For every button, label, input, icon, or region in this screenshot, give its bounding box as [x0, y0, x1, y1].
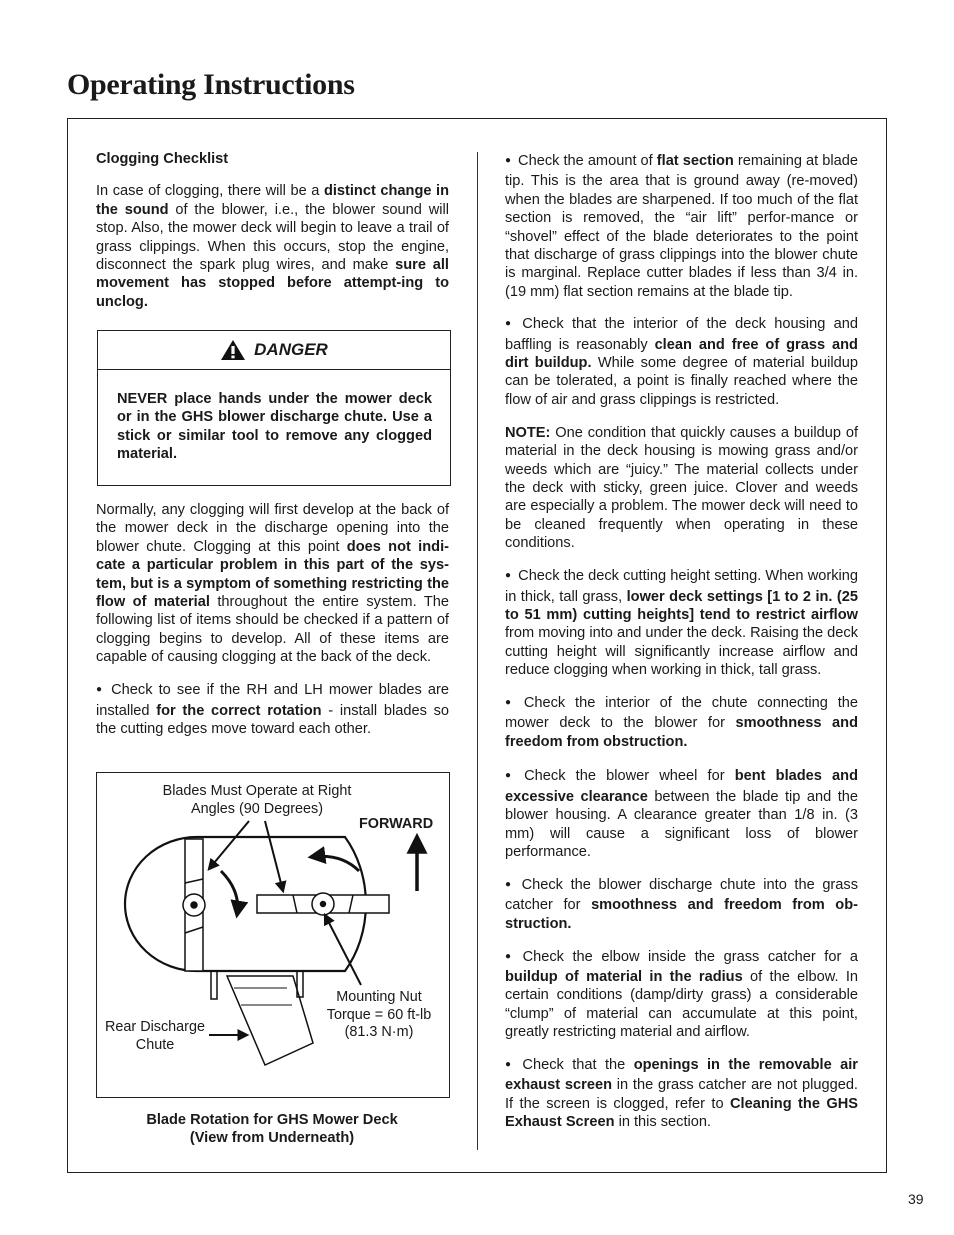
clogging-paragraph	[96, 501, 449, 667]
text-run: Check the blower discharge chute into the grass catcher for	[505, 876, 858, 914]
nut-line-3: (81.3 N·m)	[344, 1024, 414, 1040]
text-run: Check the elbow inside the grass catcher for a	[522, 948, 858, 965]
text-run: Check the blower wheel for	[524, 768, 735, 785]
text-run: Check the interior of the chute connecting the mower deck to the blower for	[505, 695, 858, 732]
section-heading: Clogging Checklist	[96, 151, 229, 167]
text-run: in this section.	[614, 1114, 712, 1131]
bullet-blower-wheel	[505, 767, 858, 861]
text-run: Check that the	[522, 1057, 634, 1074]
text-run: remaining at blade tip. This is the area that is ground away (re-moved) when the blades are sharpened. If too much of the flat section is removed, the “air lift” perfor-mance or “shovel” effect of the blade deteriorates to the point that discharge of grass clippings into the blower chute is marginal. Replace cutter blades if less than 3/4 in. (19 mm) flat section remains at the blade tip.	[505, 153, 858, 300]
text-run: openings in the removable air exhaust screen	[505, 1057, 858, 1094]
nut-line-2: Torque = 60 ft-lb	[326, 1006, 432, 1023]
left-column	[96, 150, 449, 326]
text-run: bent blades and excessive clearance	[505, 768, 859, 805]
text-run: Normally, any clogging will first develop at the back of the mower deck in the discharge opening into the blower chute. Clogging at this point	[96, 502, 449, 555]
discharge-chute	[227, 976, 313, 1065]
left-blade	[183, 839, 205, 971]
blade-rotation-figure	[96, 772, 450, 1098]
page-number: 39	[908, 1191, 924, 1207]
text-run: throughout the entire system. The following list of items should be checked if a pattern of clogging begins to develop. All of these items are capable of causing clogging at the back of the deck.	[96, 594, 449, 666]
text-run: smoothness and freedom from obstruction.	[505, 715, 858, 750]
nut-line-1: Mounting Nut	[336, 989, 422, 1005]
left-column-lower	[96, 501, 449, 753]
text-run: does not indi-cate a particular problem in this part of the sys-tem, but is a symptom of something restricting the flow of material	[96, 538, 449, 611]
warning-icon	[220, 339, 246, 361]
text-run: for the correct rotation	[156, 702, 322, 719]
right-blade	[257, 893, 389, 915]
figure-caption	[96, 1111, 448, 1147]
bullet-flat-section	[505, 152, 858, 301]
rotation-arrow-right	[311, 856, 359, 871]
danger-text: NEVER place hands under the mower deck or in the GHS blower discharge chute. Use a stick or similar tool to remove any clogged material.	[117, 391, 432, 463]
bullet-discharge-chute	[505, 876, 858, 933]
right-column	[505, 152, 858, 1146]
text-run: - install blades so the cutting edges move toward each other.	[96, 702, 449, 737]
caption-line-2: (View from Underneath)	[189, 1130, 355, 1146]
bullet-elbow	[505, 948, 858, 1042]
text-run: While some degree of material buildup can be tolerated, a point is finally reached where the flow of air and grass clippings is restricted.	[505, 355, 858, 408]
text-run: lower deck settings [1 to 2 in. (25 to 51 mm) cutting heights] tend to restrict airflow	[505, 588, 858, 623]
bullet-cutting-height	[505, 567, 858, 679]
bullet-chute-interior	[505, 694, 858, 751]
text-run: smoothness and freedom from ob-struction.	[505, 897, 858, 932]
text-run: clean and free of grass and dirt buildup.	[505, 336, 858, 372]
text-run: from moving into and under the deck. Raising the deck cutting height will significantly increase airflow and reduce clogging when working in thick, tall grass.	[505, 625, 858, 679]
text-run: in the grass catcher are not plugged. If the screen is clogged, refer to	[505, 1077, 858, 1112]
chute-line-2: Chute	[135, 1036, 175, 1053]
bullet-deck-interior	[505, 315, 858, 409]
text-run: of the blower, i.e., the blower sound will stop. Also, the mower deck will begin to leave a trail of grass clippings. When this occurs, stop the engine, disconnect the spark plug wires, and make	[96, 201, 449, 274]
column-divider	[477, 152, 478, 1150]
text-run: One condition that quickly causes a buildup of material in the deck housing is mowing grass and/or weeds which are “juicy.” The material collects under the deck with sticky, green juice. Clover and weeds are especially a problem. The mower deck will need to be cleaned frequently when operating in these conditions.	[505, 424, 858, 552]
rear-chute-label	[99, 1019, 211, 1054]
text-run: NOTE:	[505, 424, 551, 441]
text-run: of the elbow. In certain conditions (damp/dirty grass) a considerable “clump” of material can accumulate at this point, greatly restricting material and airflow.	[505, 968, 858, 1041]
text-run: between the blade tip and the blower housing. A clearance greater than 1/8 in. (3 mm) will cause a significant loss of blower performance.	[505, 788, 858, 860]
blades-note: Blades Must Operate at Right Angles (90 Degrees)	[162, 783, 352, 817]
danger-box	[97, 330, 451, 486]
rotation-arrow-left	[221, 871, 238, 915]
text-run: Check that the interior of the deck housing and baffling is reasonably	[505, 316, 858, 353]
text-run: Check the amount of	[518, 153, 657, 169]
bullet-exhaust-screen	[505, 1056, 858, 1132]
mounting-nut-label	[319, 989, 439, 1042]
text-run: Check to see if the RH and LH mower blades are installed	[96, 682, 449, 719]
text-run: Check the deck cutting height setting. When working in thick, tall grass,	[505, 568, 858, 605]
caption-line-1: Blade Rotation for GHS Mower Deck	[146, 1112, 398, 1128]
text-run: In case of clogging, there will be a	[96, 183, 324, 200]
text-run: Cleaning the GHS Exhaust Screen	[505, 1095, 858, 1131]
bullet-blade-rotation	[96, 681, 449, 738]
page-title: Operating Instructions	[67, 68, 355, 101]
text-run: distinct change in the sound	[96, 183, 450, 218]
text-run: buildup of material in the radius	[505, 968, 743, 985]
text-run: sure all movement has stopped before attempt-ing to unclog.	[96, 257, 449, 310]
text-run: flat section	[656, 153, 734, 169]
danger-label: DANGER	[254, 340, 328, 359]
forward-label: FORWARD	[359, 816, 434, 832]
note-paragraph	[505, 424, 858, 553]
intro-paragraph	[96, 182, 449, 311]
chute-line-1: Rear Discharge	[105, 1019, 205, 1035]
danger-header	[98, 331, 450, 370]
